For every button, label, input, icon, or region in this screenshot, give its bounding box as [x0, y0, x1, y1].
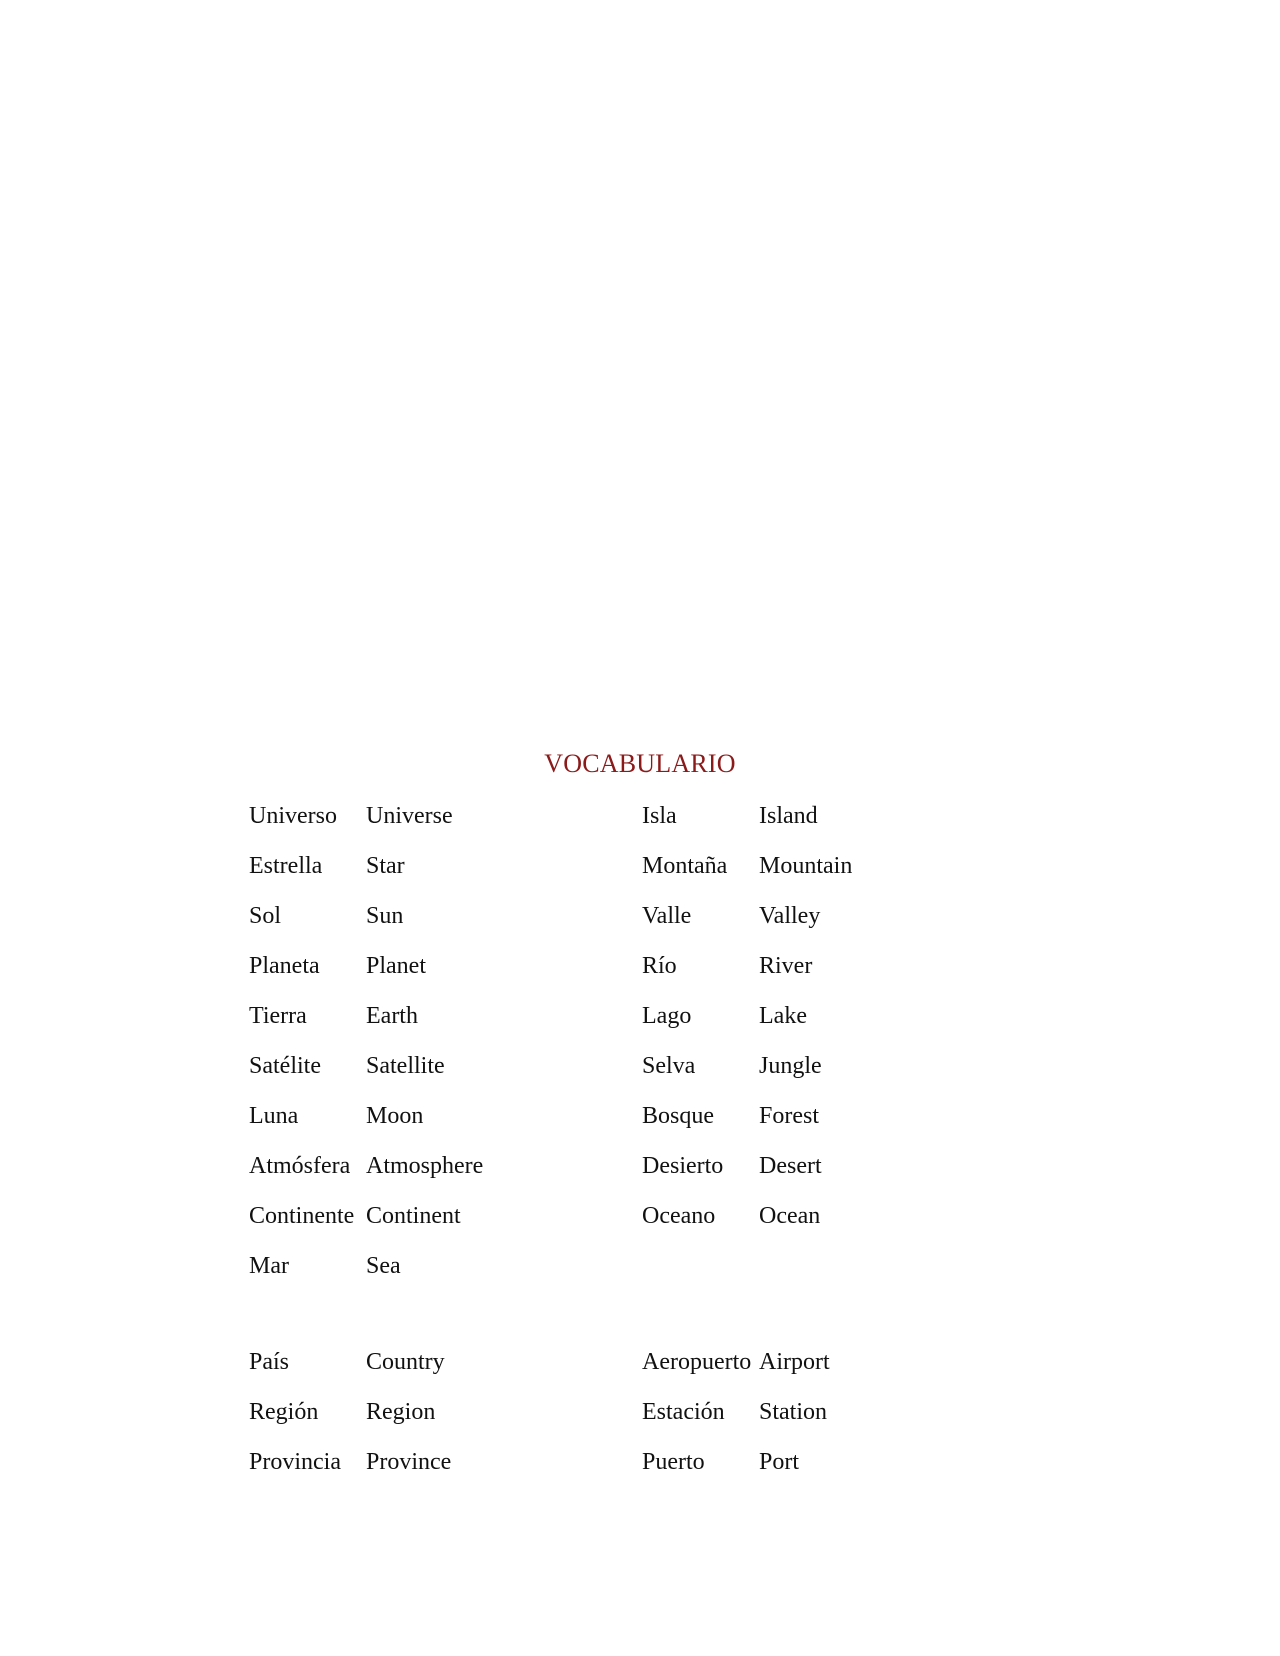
spanish-word: Mar — [249, 1253, 289, 1279]
english-word: Lake — [759, 1003, 807, 1029]
spanish-word: Luna — [249, 1103, 299, 1129]
english-word: Mountain — [759, 853, 853, 879]
vocab-row — [0, 1000, 1280, 1050]
english-word: Satellite — [366, 1053, 445, 1079]
vocab-row — [0, 1150, 1280, 1200]
spanish-word: Satélite — [249, 1053, 321, 1079]
english-word: Valley — [759, 903, 821, 929]
spanish-word: Planeta — [249, 953, 320, 979]
spanish-word: Río — [642, 953, 677, 979]
english-word: Desert — [759, 1153, 822, 1179]
spanish-word: Lago — [642, 1003, 692, 1029]
english-word: River — [759, 953, 813, 979]
spanish-word: Bosque — [642, 1103, 714, 1129]
page-title: VOCABULARIO — [544, 749, 736, 778]
english-word: Province — [366, 1449, 452, 1475]
vocab-row — [0, 1200, 1280, 1250]
english-word: Moon — [366, 1103, 424, 1129]
vocab-row — [0, 1050, 1280, 1100]
spanish-word: Selva — [642, 1053, 696, 1079]
english-word: Earth — [366, 1003, 418, 1029]
vocab-row — [0, 850, 1280, 900]
english-word: Star — [366, 853, 405, 879]
english-word: Jungle — [759, 1053, 822, 1079]
spanish-word: Puerto — [642, 1449, 705, 1475]
vocab-row — [0, 1396, 1280, 1446]
spanish-word: País — [249, 1349, 290, 1375]
vocab-row — [0, 900, 1280, 950]
english-word: Continent — [366, 1203, 461, 1229]
spanish-word: Isla — [642, 803, 677, 829]
spanish-word: Oceano — [642, 1203, 716, 1229]
english-word: Atmosphere — [366, 1153, 484, 1179]
vocab-row — [0, 1250, 1280, 1300]
english-word: Planet — [366, 953, 426, 979]
english-word: Ocean — [759, 1203, 821, 1229]
spanish-word: Atmósfera — [249, 1153, 351, 1179]
vocab-row — [0, 1446, 1280, 1496]
vocab-row — [0, 950, 1280, 1000]
english-word: Sea — [366, 1253, 401, 1279]
english-word: Universe — [366, 803, 453, 829]
english-word: Forest — [759, 1103, 819, 1129]
english-word: Country — [366, 1349, 445, 1375]
spanish-word: Valle — [642, 903, 692, 929]
spanish-word: Estación — [642, 1399, 725, 1425]
spanish-word: Universo — [249, 803, 337, 829]
spanish-word: Sol — [249, 903, 282, 929]
spanish-word: Tierra — [249, 1003, 307, 1029]
vocab-row — [0, 800, 1280, 850]
vocabulary-block-places — [0, 1346, 1280, 1496]
vocab-row — [0, 1100, 1280, 1150]
spanish-word: Aeropuerto — [642, 1349, 752, 1375]
spanish-word: Continente — [249, 1203, 355, 1229]
english-word: Station — [759, 1399, 828, 1425]
english-word: Region — [366, 1399, 436, 1425]
spanish-word: Provincia — [249, 1449, 341, 1475]
spanish-word: Montaña — [642, 853, 728, 879]
spanish-word: Desierto — [642, 1153, 724, 1179]
english-word: Island — [759, 803, 818, 829]
spanish-word: Región — [249, 1399, 319, 1425]
english-word: Airport — [759, 1349, 830, 1375]
spanish-word: Estrella — [249, 853, 323, 879]
vocabulary-block-nature — [0, 800, 1280, 1300]
vocab-row — [0, 1346, 1280, 1396]
english-word: Port — [759, 1449, 800, 1475]
english-word: Sun — [366, 903, 404, 929]
